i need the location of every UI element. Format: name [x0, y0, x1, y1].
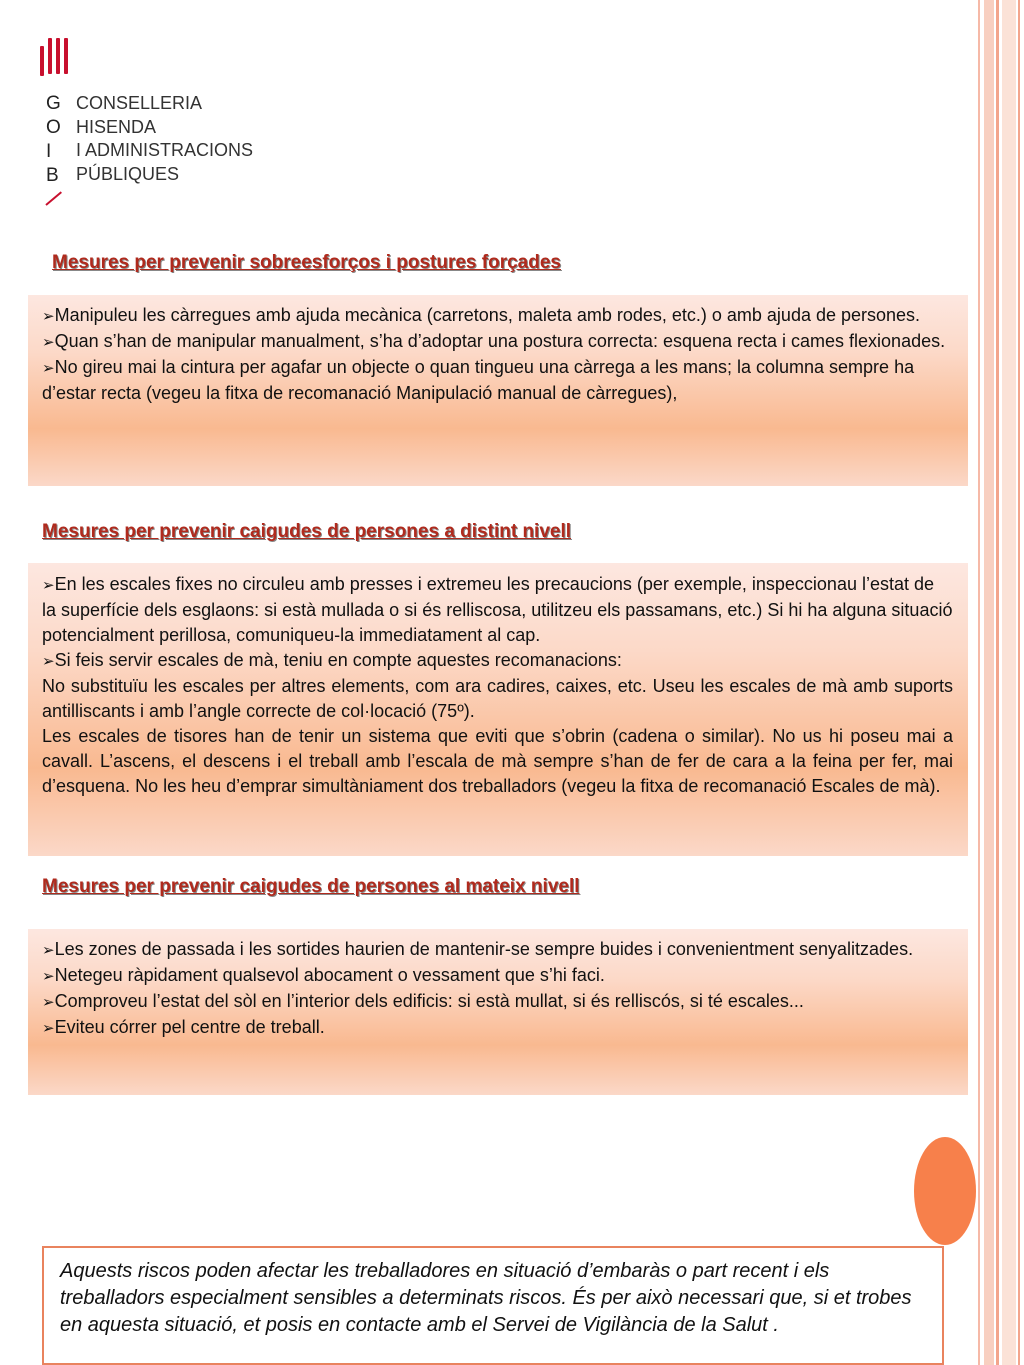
section-heading: Mesures per prevenir caigudes de persones al mateix nivell	[42, 876, 580, 897]
notice-box	[42, 1246, 944, 1365]
flag-bars-icon	[40, 36, 70, 78]
list-item: ➢Manipuleu les càrregues amb ajuda mecànica (carretons, maleta amb rodes, etc.) o amb ajuda de persones.	[42, 305, 921, 325]
arrow-bullet-icon: ➢	[42, 1020, 55, 1037]
list-item: ➢No gireu mai la cintura per agafar un objecte o quan tingueu una càrrega a les mans; la columna sempre ha d’estar recta (vegeu la fitxa de recomanació Manipulació manual de càrregues),	[42, 357, 915, 403]
list-item: ➢Si feis servir escales de mà, teniu en compte aquestes recomanacions:	[42, 650, 622, 670]
notice-text: Aquests riscos poden afectar les treballadores en situació d’embaràs o part recent i els treballadors especialment sensibles a determinats riscos. És per això necessari que, si et trobes en aquesta situació, et posis en contacte amb el Servei de Vigilància de la Salut .	[60, 1260, 912, 1336]
paragraph: No substituïu les escales per altres elements, com ara cadires, caixes, etc. Useu les escales de mà amb suports antilliscants i amb l’angle correcte de col·locació (75º).	[42, 676, 953, 721]
logo-slash-icon	[45, 191, 62, 205]
section-body	[42, 303, 953, 406]
goib-logo	[40, 36, 300, 211]
section-body	[42, 937, 953, 1041]
department-name: CONSELLERIA HISENDA I ADMINISTRACIONS PÚBLIQUES	[76, 93, 254, 184]
arrow-bullet-icon: ➢	[42, 653, 55, 670]
list-item: ➢Comproveu l’estat del sòl en l’interior dels edificis: si està mullat, si és relliscós, si té escales...	[42, 991, 804, 1011]
decorative-circle	[914, 1137, 976, 1245]
section-panel	[28, 929, 968, 1095]
list-item: ➢Netegeu ràpidament qualsevol abocament o vessament que s’hi faci.	[42, 965, 605, 985]
arrow-bullet-icon: ➢	[42, 942, 55, 959]
arrow-bullet-icon: ➢	[42, 308, 55, 325]
list-item: ➢Quan s’han de manipular manualment, s’ha d’adoptar una postura correcta: esquena recta i cames flexionades.	[42, 331, 946, 351]
section-heading: Mesures per prevenir sobreesforços i postures forçades	[52, 252, 561, 273]
decorative-stripes	[978, 0, 1024, 1365]
logo-letters: G O I B	[46, 93, 62, 186]
arrow-bullet-icon: ➢	[42, 360, 55, 377]
arrow-bullet-icon: ➢	[42, 334, 55, 351]
list-item: ➢En les escales fixes no circuleu amb presses i extremeu les precaucions (per exemple, inspeccionau l’estat de la superfície dels esglaons: si està mullada o si és relliscosa, utilitzeu els passamans, etc.) Si hi ha alguna situació potencialment perillosa, comuniqueu-la immediatament al cap.	[42, 574, 953, 645]
section-panel	[28, 295, 968, 486]
list-item: ➢Les zones de passada i les sortides haurien de mantenir-se sempre buides i convenientment senyalitzades.	[42, 939, 914, 959]
paragraph: Les escales de tisores han de tenir un sistema que eviti que s’obrin (cadena o similar). No us hi poseu mai a cavall. L’ascens, el descens i el treball amb l’escala de mà sempre s’han de fer de cara a la feina per fer, mai d’esquena. No les heu d’emprar simultàniament dos treballadors (vegeu la fitxa de recomanació Escales de mà).	[42, 726, 953, 796]
section-heading: Mesures per prevenir caigudes de persones a distint nivell	[42, 521, 572, 542]
arrow-bullet-icon: ➢	[42, 994, 55, 1011]
list-item: ➢Eviteu córrer pel centre de treball.	[42, 1017, 325, 1037]
section-panel	[28, 563, 968, 856]
arrow-bullet-icon: ➢	[42, 577, 55, 594]
section-body	[42, 572, 953, 799]
arrow-bullet-icon: ➢	[42, 968, 55, 985]
